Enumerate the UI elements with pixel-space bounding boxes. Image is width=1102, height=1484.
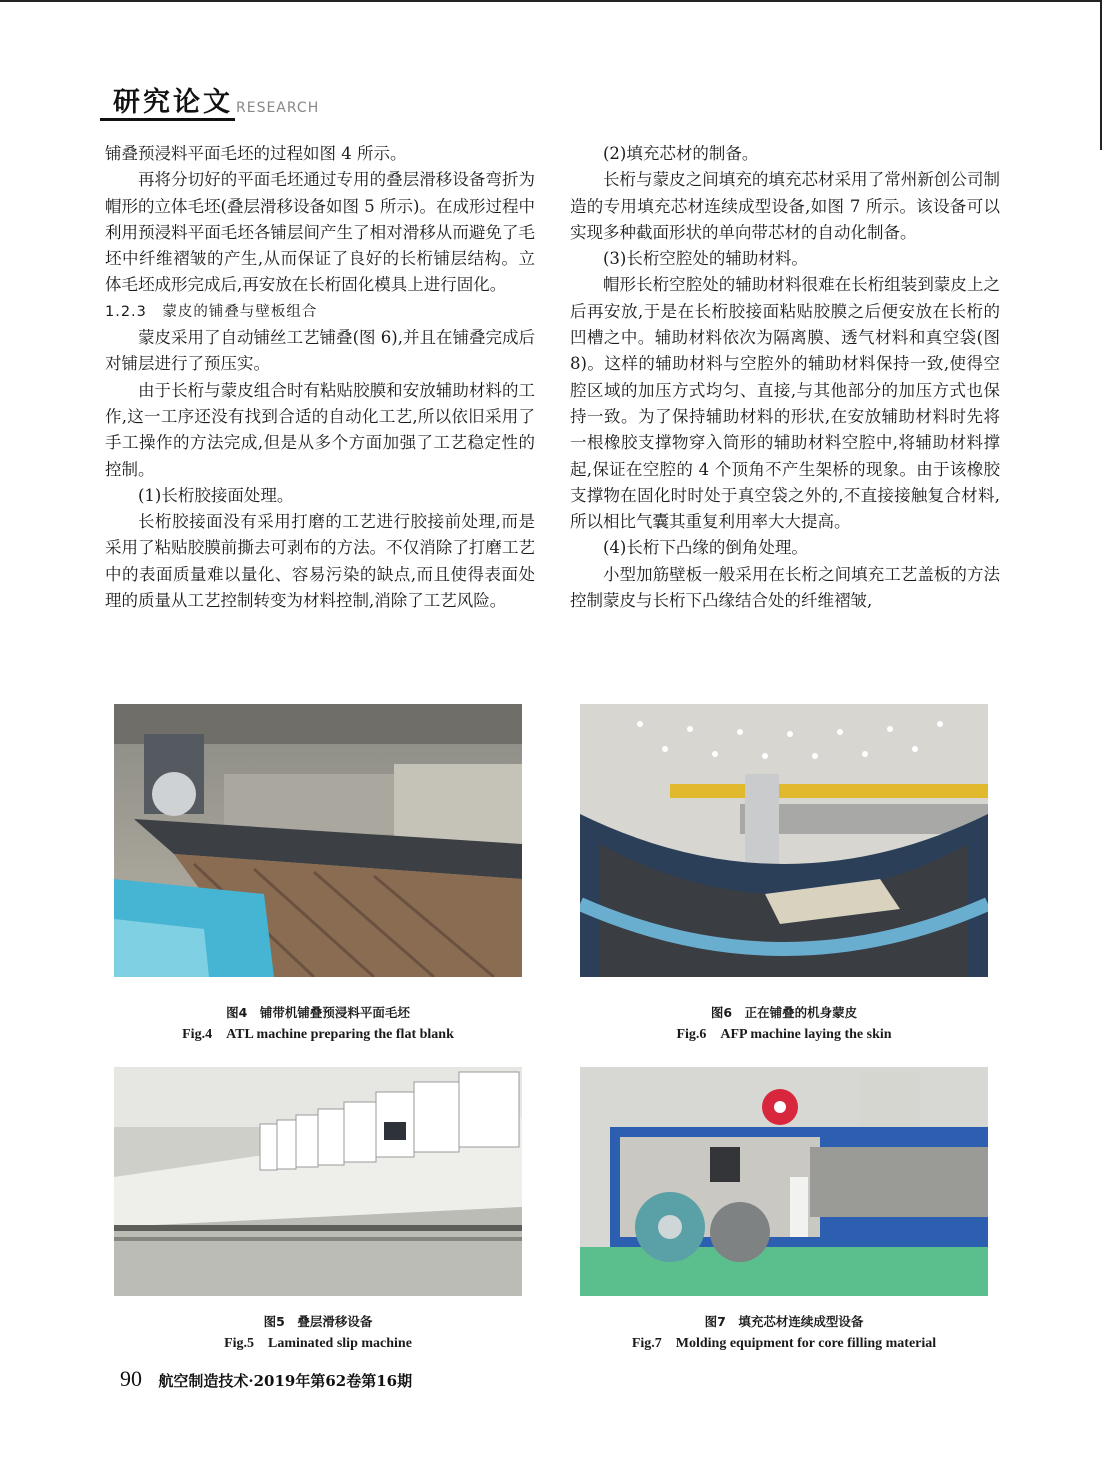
paragraph: 蒙皮采用了自动铺丝工艺铺叠(图 6),并且在铺叠完成后对铺层进行了预压实。 [105, 328, 535, 374]
figure-6-caption [580, 1002, 988, 1046]
caption-cn: 图7 填充芯材连续成型设备 [704, 1314, 864, 1329]
subsection-heading: 1.2.3 蒙皮的铺叠与壁板组合 [105, 303, 318, 320]
item-heading: (1)长桁胶接面处理。 [138, 485, 294, 505]
caption-en: Fig.7 Molding equipment for core filling material [631, 1336, 937, 1351]
item-heading: (3)长桁空腔处的辅助材料。 [603, 249, 808, 269]
paragraph: 由于长桁与蒙皮组合时有粘贴胶膜和安放辅助材料的工作,这一工序还没有找到合适的自动化工艺,所以依旧采用了手工操作的方法完成,但是从多个方面加强了工艺稳定性的控制。 [105, 380, 535, 479]
paragraph: 帽形长桁空腔处的辅助材料很难在长桁组装到蒙皮上之后再安放,于是在长桁胶接面粘贴胶膜之后便安放在长桁的凹槽之中。辅助材料依次为隔离膜、透气材料和真空袋(图 8)。这样的辅助材料与空腔外的辅助材料保持一致,使得空腔区域的加压方式均匀、直接,与其他部分的加压方式也保持一致。为了保持辅助材料的形状,在安放辅助材料时先将一根橡胶支撑物穿入筒形的辅助材料空腔中,将辅助材料撑起,保证在空腔的 4 个顶角不产生架桥的现象。由于该橡胶支撑物在固化时时处于真空袋之外的,不直接接触复合材料,所以相比气囊其重复利用率大大提高。 [570, 275, 1000, 532]
figure-5-photo [114, 1067, 522, 1296]
paragraph: 长桁胶接面没有采用打磨的工艺进行胶接前处理,而是采用了粘贴胶膜前撕去可剥布的方法。不仅消除了打磨工艺中的表面质量难以量化、容易污染的缺点,而且使得表面处理的质量从工艺控制转变为材料控制,消除了工艺风险。 [105, 512, 535, 611]
page-number: 90 [120, 1366, 142, 1391]
caption-cn: 图5 叠层滑移设备 [263, 1314, 373, 1329]
figure-7-photo [580, 1067, 988, 1296]
left-text-column [105, 141, 535, 614]
caption-en: Fig.5 Laminated slip machine [224, 1336, 412, 1351]
section-underline [100, 118, 235, 121]
caption-cn: 图4 铺带机铺叠预浸料平面毛坯 [226, 1005, 410, 1020]
figure-4-photo [114, 704, 522, 977]
section-subtitle: RESEARCH [236, 100, 320, 116]
caption-en: Fig.6 AFP machine laying the skin [676, 1027, 892, 1042]
journal-name: 航空制造技术·2019年第62卷第16期 [158, 1372, 413, 1390]
figure-4-caption [114, 1002, 522, 1046]
paragraph: 再将分切好的平面毛坯通过专用的叠层滑移设备弯折为帽形的立体毛坯(叠层滑移设备如图 5 所示)。在成形过程中利用预浸料平面毛坯各铺层间产生了相对滑移从而避免了毛坯中纤维褶皱的产生,从而保证了良好的长桁铺层结构。立体毛坯成形完成后,再安放在长桁固化模具上进行固化。 [105, 170, 535, 295]
top-border-line [0, 0, 1102, 2]
caption-cn: 图6 正在铺叠的机身蒙皮 [710, 1005, 858, 1020]
page-footer [120, 1366, 412, 1392]
paragraph: 小型加筋壁板一般采用在长桁之间填充工艺盖板的方法控制蒙皮与长桁下凸缘结合处的纤维褶皱, [570, 564, 1000, 611]
figure-7-caption [580, 1311, 988, 1355]
figure-5-caption [114, 1311, 522, 1355]
item-heading: (2)填充芯材的制备。 [603, 144, 759, 163]
right-text-column [570, 141, 1000, 614]
paragraph: 铺叠预浸料平面毛坯的过程如图 4 所示。 [105, 144, 407, 163]
figure-6-photo [580, 704, 988, 977]
section-title: 研究论文 [113, 87, 233, 118]
item-heading: (4)长桁下凸缘的倒角处理。 [603, 538, 808, 558]
paragraph: 长桁与蒙皮之间填充的填充芯材采用了常州新创公司制造的专用填充芯材连续成型设备,如图 7 所示。该设备可以实现多种截面形状的单向带芯材的自动化制备。 [570, 170, 1000, 242]
caption-en: Fig.4 ATL machine preparing the flat blank [182, 1027, 454, 1042]
